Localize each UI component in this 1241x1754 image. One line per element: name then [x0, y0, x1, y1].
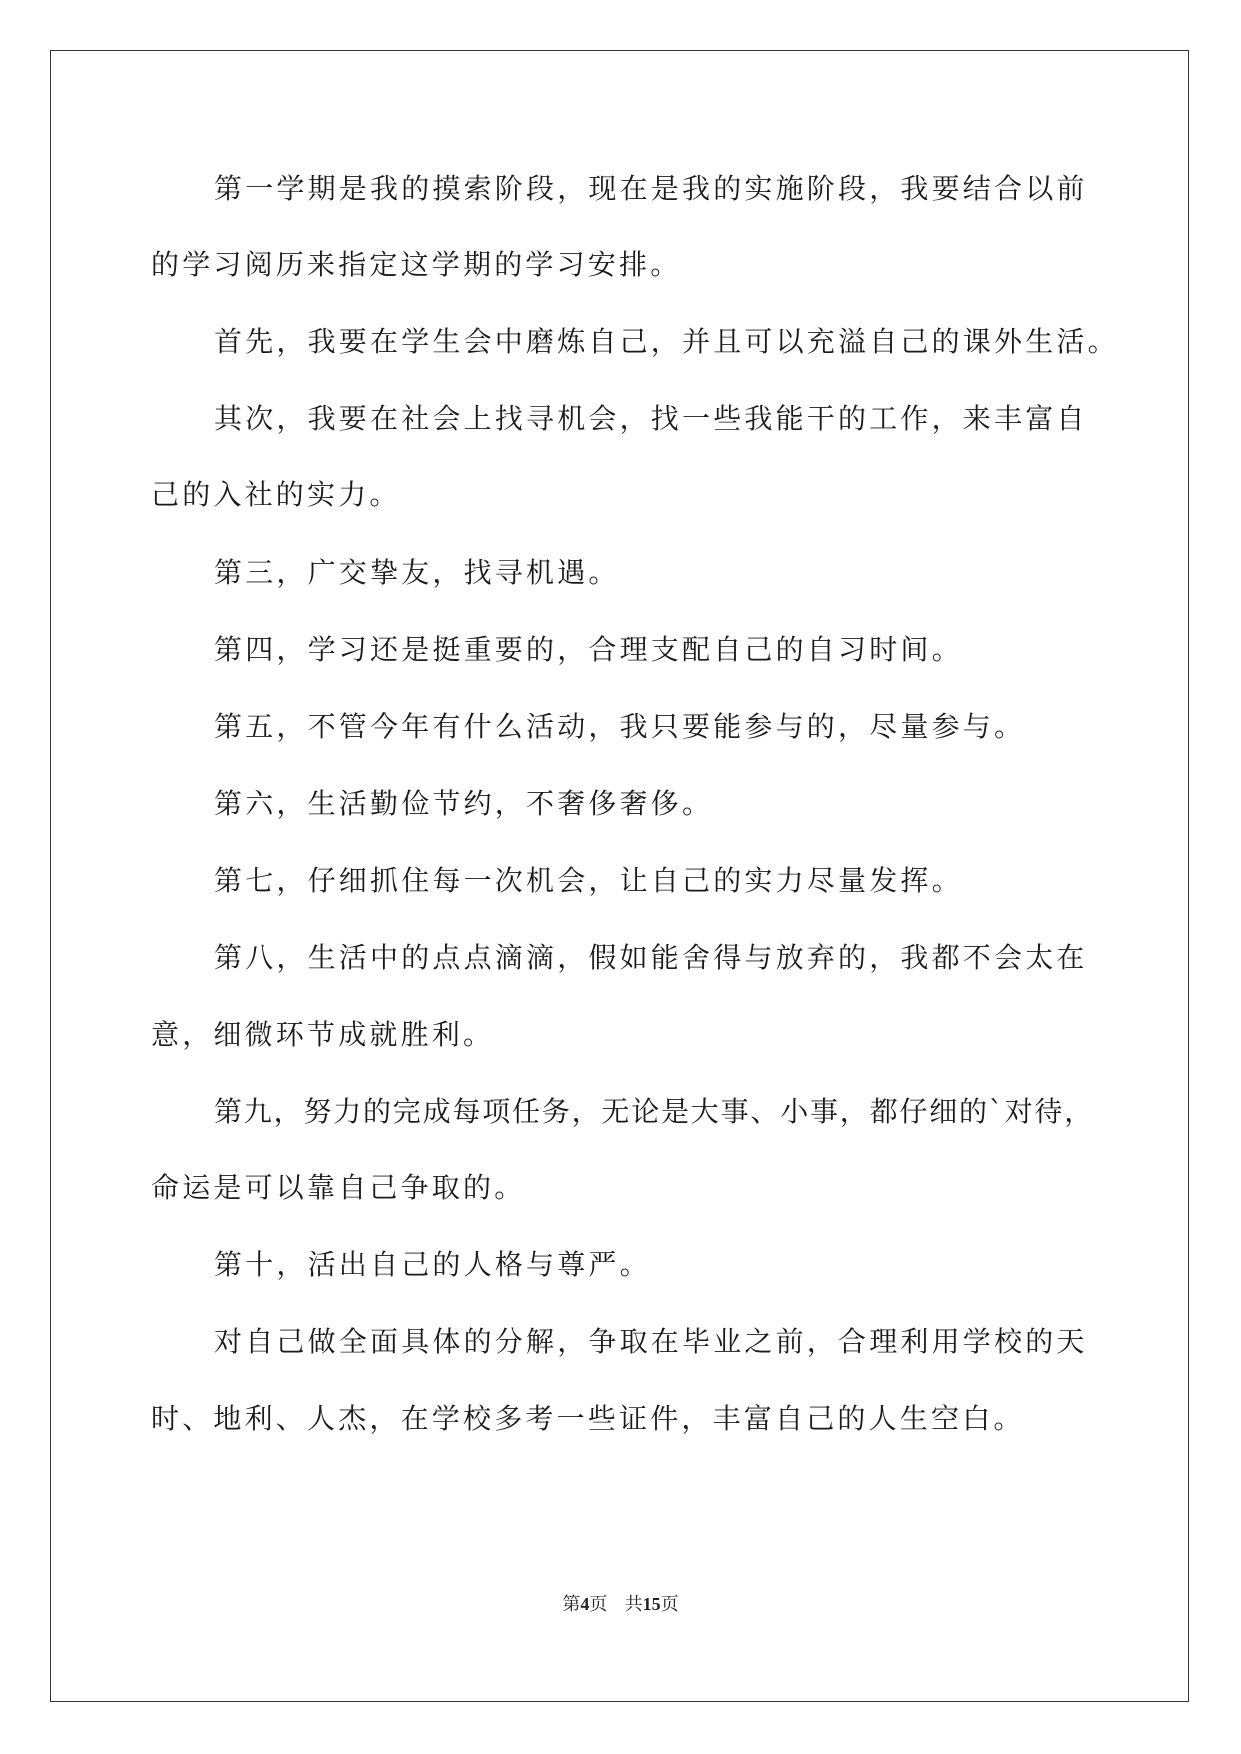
total-pages-number: 15	[642, 1594, 661, 1614]
text-line: 第十，活出自己的人格与尊严。	[214, 1248, 651, 1281]
footer-prefix: 第	[562, 1594, 581, 1615]
text-line: 命运是可以靠自己争取的。	[151, 1171, 526, 1204]
text-line: 己的入社的实力。	[151, 478, 401, 511]
text-line: 第三，广交挚友，找寻机遇。	[214, 556, 620, 589]
text-line: 的学习阅历来指定这学期的学习安排。	[151, 248, 682, 281]
text-line: 时、地利、人杰，在学校多考一些证件，丰富自己的人生空白。	[151, 1402, 1025, 1435]
footer-page-suffix: 页	[589, 1594, 608, 1615]
text-line: 第一学期是我的摸索阶段，现在是我的实施阶段，我要结合以前	[214, 172, 1088, 205]
text-line: 第七，仔细抓住每一次机会，让自己的实力尽量发挥。	[214, 864, 963, 897]
text-line: 第九，努力的完成每项任务，无论是大事、小事，都仔细的`对待，	[214, 1095, 1095, 1128]
text-line: 第六，生活勤俭节约，不奢侈奢侈。	[214, 787, 714, 820]
text-line: 第八，生活中的点点滴滴，假如能舍得与放弃的，我都不会太在	[214, 941, 1088, 974]
text-line: 首先，我要在学生会中磨炼自己，并且可以充溢自己的课外生活。	[214, 325, 1119, 358]
text-line: 其次，我要在社会上找寻机会，找一些我能干的工作，来丰富自	[214, 402, 1088, 435]
current-page-number: 4	[580, 1594, 590, 1614]
footer-total-suffix: 页	[660, 1594, 679, 1615]
text-line: 对自己做全面具体的分解，争取在毕业之前，合理利用学校的天	[214, 1325, 1088, 1358]
text-line: 第四，学习还是挺重要的，合理支配自己的自习时间。	[214, 633, 963, 666]
text-line: 第五，不管今年有什么活动，我只要能参与的，尽量参与。	[214, 710, 1026, 743]
page-number-footer	[0, 1592, 1241, 1617]
footer-total-prefix: 共	[624, 1594, 643, 1615]
text-line: 意，细微环节成就胜利。	[151, 1018, 495, 1051]
